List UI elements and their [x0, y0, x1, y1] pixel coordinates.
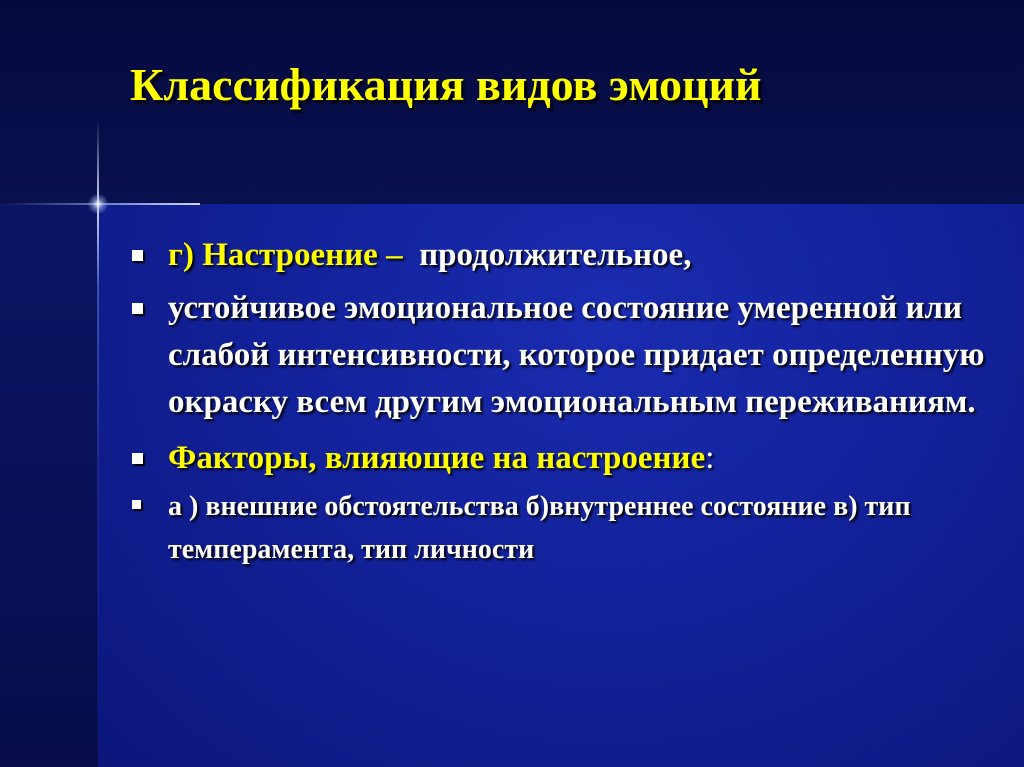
- bullet-highlight: Факторы, влияющие на настроение: [168, 440, 706, 476]
- bullet-item-factors: [130, 435, 1010, 482]
- bullet-list: [130, 232, 1010, 571]
- square-bullet-icon: [132, 303, 143, 314]
- left-background-strip: [0, 204, 98, 767]
- square-bullet-icon: [132, 453, 143, 464]
- bullet-text: продолжительное,: [402, 237, 692, 273]
- bullet-item-mood: [130, 232, 1010, 279]
- square-bullet-icon: [132, 250, 143, 261]
- slide-title: Классификация видов эмоций: [130, 59, 762, 110]
- bullet-text: :: [705, 440, 715, 476]
- square-bullet-icon: [132, 500, 141, 509]
- bullet-text: устойчивое эмоциональное состояние умеренной или слабой интенсивности, которое придает определенную окраску всем другим эмоциональным переживаниям.: [168, 290, 985, 420]
- bullet-item-definition: [130, 285, 1010, 426]
- bullet-item-factor-list: [130, 485, 1010, 571]
- star-glare-icon: [88, 194, 108, 214]
- bullet-highlight: г) Настроение –: [168, 237, 403, 273]
- bullet-text: а ) внешние обстоятельства б)внутреннее состояние в) тип темперамента, тип личности: [168, 491, 911, 565]
